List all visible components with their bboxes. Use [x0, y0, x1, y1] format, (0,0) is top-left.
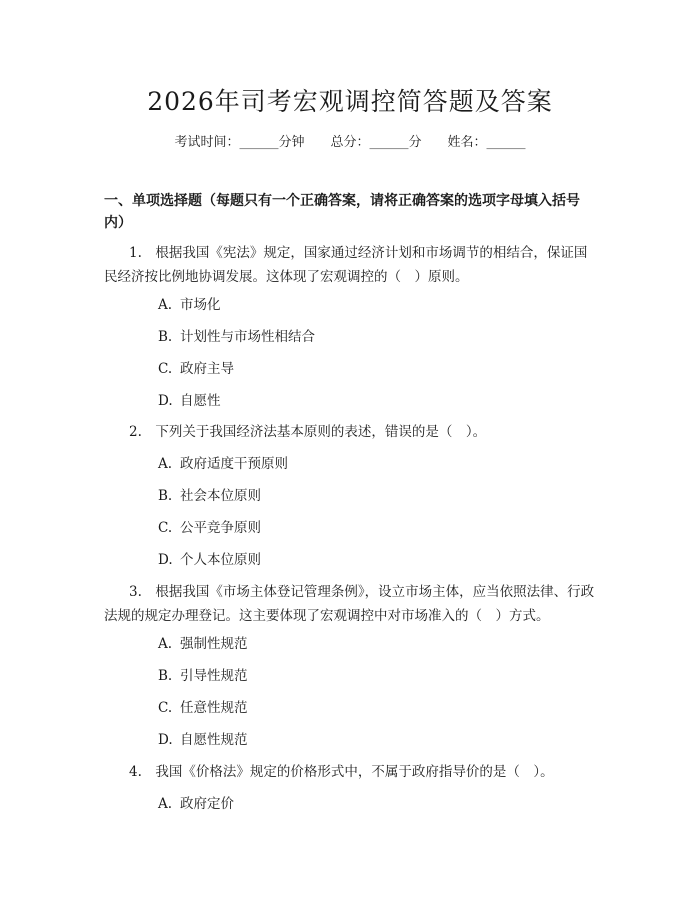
option-3a — [158, 634, 248, 654]
option-2b — [158, 486, 261, 506]
option-letter: A. — [158, 796, 173, 812]
option-letter: B. — [158, 329, 173, 345]
option-text: 强制性规范 — [180, 636, 248, 652]
option-text: 个人本位原则 — [180, 552, 261, 568]
option-letter: C. — [158, 520, 173, 536]
option-letter: A. — [158, 297, 173, 313]
option-text: 政府定价 — [180, 796, 234, 812]
option-text: 任意性规范 — [180, 700, 248, 716]
question-4: 4. 我国《价格法》规定的价格形式中，不属于政府指导价的是（ ）。 — [129, 764, 554, 780]
option-text: 计划性与市场性相结合 — [180, 329, 315, 345]
exam-time-field: 考试时间：______分钟 — [174, 135, 305, 150]
option-2a — [158, 454, 288, 474]
option-1a — [158, 295, 221, 315]
option-3d — [158, 730, 248, 750]
option-1b — [158, 327, 315, 347]
option-letter: A. — [158, 636, 173, 652]
section-heading: 一、单项选择题（每题只有一个正确答案，请将正确答案的选项字母填入括号内） — [104, 193, 580, 231]
option-text: 自愿性 — [180, 393, 221, 409]
name-field: 姓名：______ — [447, 135, 526, 150]
option-text: 引导性规范 — [180, 668, 248, 684]
option-letter: C. — [158, 361, 173, 377]
option-letter: C. — [158, 700, 173, 716]
option-3c — [158, 698, 248, 718]
option-text: 政府适度干预原则 — [180, 456, 288, 472]
question-3: 3. 根据我国《市场主体登记管理条例》，设立市场主体，应当依照法律、行政法规的规定办理登记。这主要体现了宏观调控中对市场准入的（ ）方式。 — [104, 584, 595, 624]
option-2c — [158, 518, 261, 538]
option-3b — [158, 666, 248, 686]
exam-meta — [0, 131, 700, 150]
option-letter: D. — [158, 393, 173, 409]
option-text: 政府主导 — [180, 361, 234, 377]
option-letter: B. — [158, 668, 173, 684]
page-title: 2026年司考宏观调控简答题及答案 — [147, 87, 553, 116]
option-letter: A. — [158, 456, 173, 472]
question-2: 2. 下列关于我国经济法基本原则的表述，错误的是（ ）。 — [129, 424, 487, 440]
question-1: 1. 根据我国《宪法》规定，国家通过经济计划和市场调节的相结合，保证国民经济按比例地协调发展。这体现了宏观调控的（ ）原则。 — [104, 245, 588, 285]
option-2d — [158, 550, 261, 570]
option-letter: B. — [158, 488, 173, 504]
option-1d — [158, 391, 221, 411]
option-text: 自愿性规范 — [180, 732, 248, 748]
option-4a — [158, 794, 234, 814]
option-text: 社会本位原则 — [180, 488, 261, 504]
option-1c — [158, 359, 234, 379]
option-letter: D. — [158, 552, 173, 568]
option-text: 公平竞争原则 — [180, 520, 261, 536]
option-letter: D. — [158, 732, 173, 748]
option-text: 市场化 — [180, 297, 221, 313]
total-score-field: 总分：______分 — [330, 135, 422, 150]
